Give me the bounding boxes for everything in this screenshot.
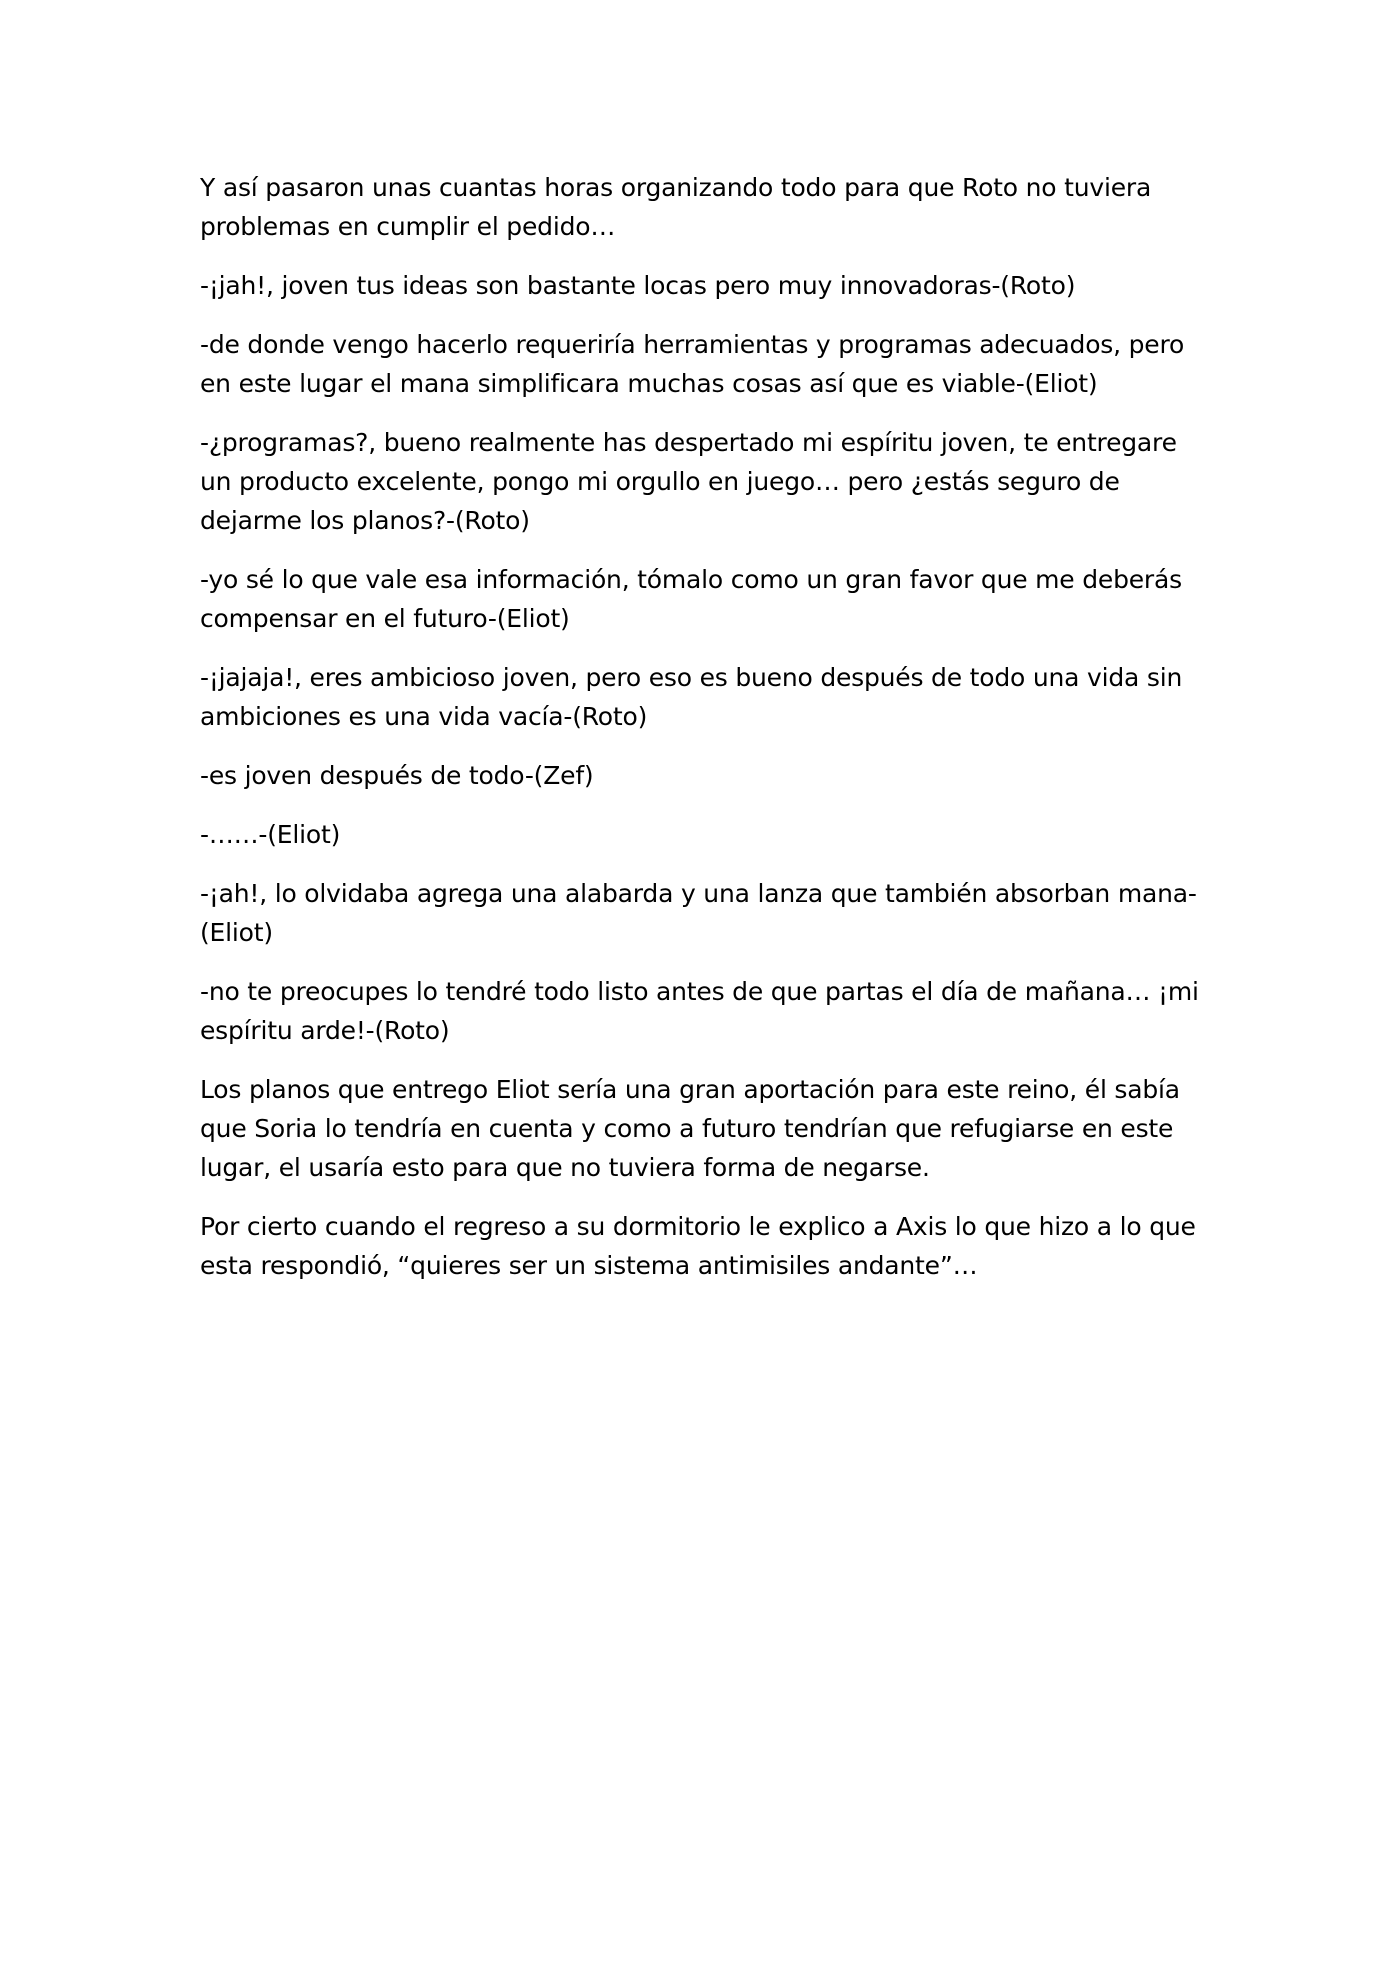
paragraph: -¡ah!, lo olvidaba agrega una alabarda y una lanza que también absorban mana-(Eliot) — [200, 879, 1197, 947]
paragraph: -¡jah!, joven tus ideas son bastante locas pero muy innovadoras-(Roto) — [200, 271, 1076, 300]
paragraph: -……-(Eliot) — [200, 820, 341, 849]
paragraph: -¿programas?, bueno realmente has despertado mi espíritu joven, te entregare un producto excelente, pongo mi orgullo en juego… pero ¿estás seguro de dejarme los planos?-(Roto) — [200, 428, 1177, 535]
paragraph: -no te preocupes lo tendré todo listo antes de que partas el día de mañana… ¡mi espíritu arde!-(Roto) — [200, 977, 1199, 1045]
paragraph: Por cierto cuando el regreso a su dormitorio le explico a Axis lo que hizo a lo que esta respondió, “quieres ser un sistema antimisiles andante”… — [200, 1212, 1196, 1280]
paragraph: -de donde vengo hacerlo requeriría herramientas y programas adecuados, pero en este lugar el mana simplificara muchas cosas así que es viable-(Eliot) — [200, 330, 1185, 398]
paragraph: -yo sé lo que vale esa información, tómalo como un gran favor que me deberás compensar en el futuro-(Eliot) — [200, 565, 1182, 633]
document-body — [200, 168, 1210, 1305]
paragraph: -¡jajaja!, eres ambicioso joven, pero eso es bueno después de todo una vida sin ambiciones es una vida vacía-(Roto) — [200, 663, 1183, 731]
paragraph: Los planos que entrego Eliot sería una gran aportación para este reino, él sabía que Soria lo tendría en cuenta y como a futuro tendrían que refugiarse en este lugar, el usaría esto para que no tuviera forma de negarse. — [200, 1075, 1180, 1182]
paragraph: -es joven después de todo-(Zef) — [200, 761, 594, 790]
paragraph: Y así pasaron unas cuantas horas organizando todo para que Roto no tuviera problemas en cumplir el pedido… — [200, 173, 1152, 241]
